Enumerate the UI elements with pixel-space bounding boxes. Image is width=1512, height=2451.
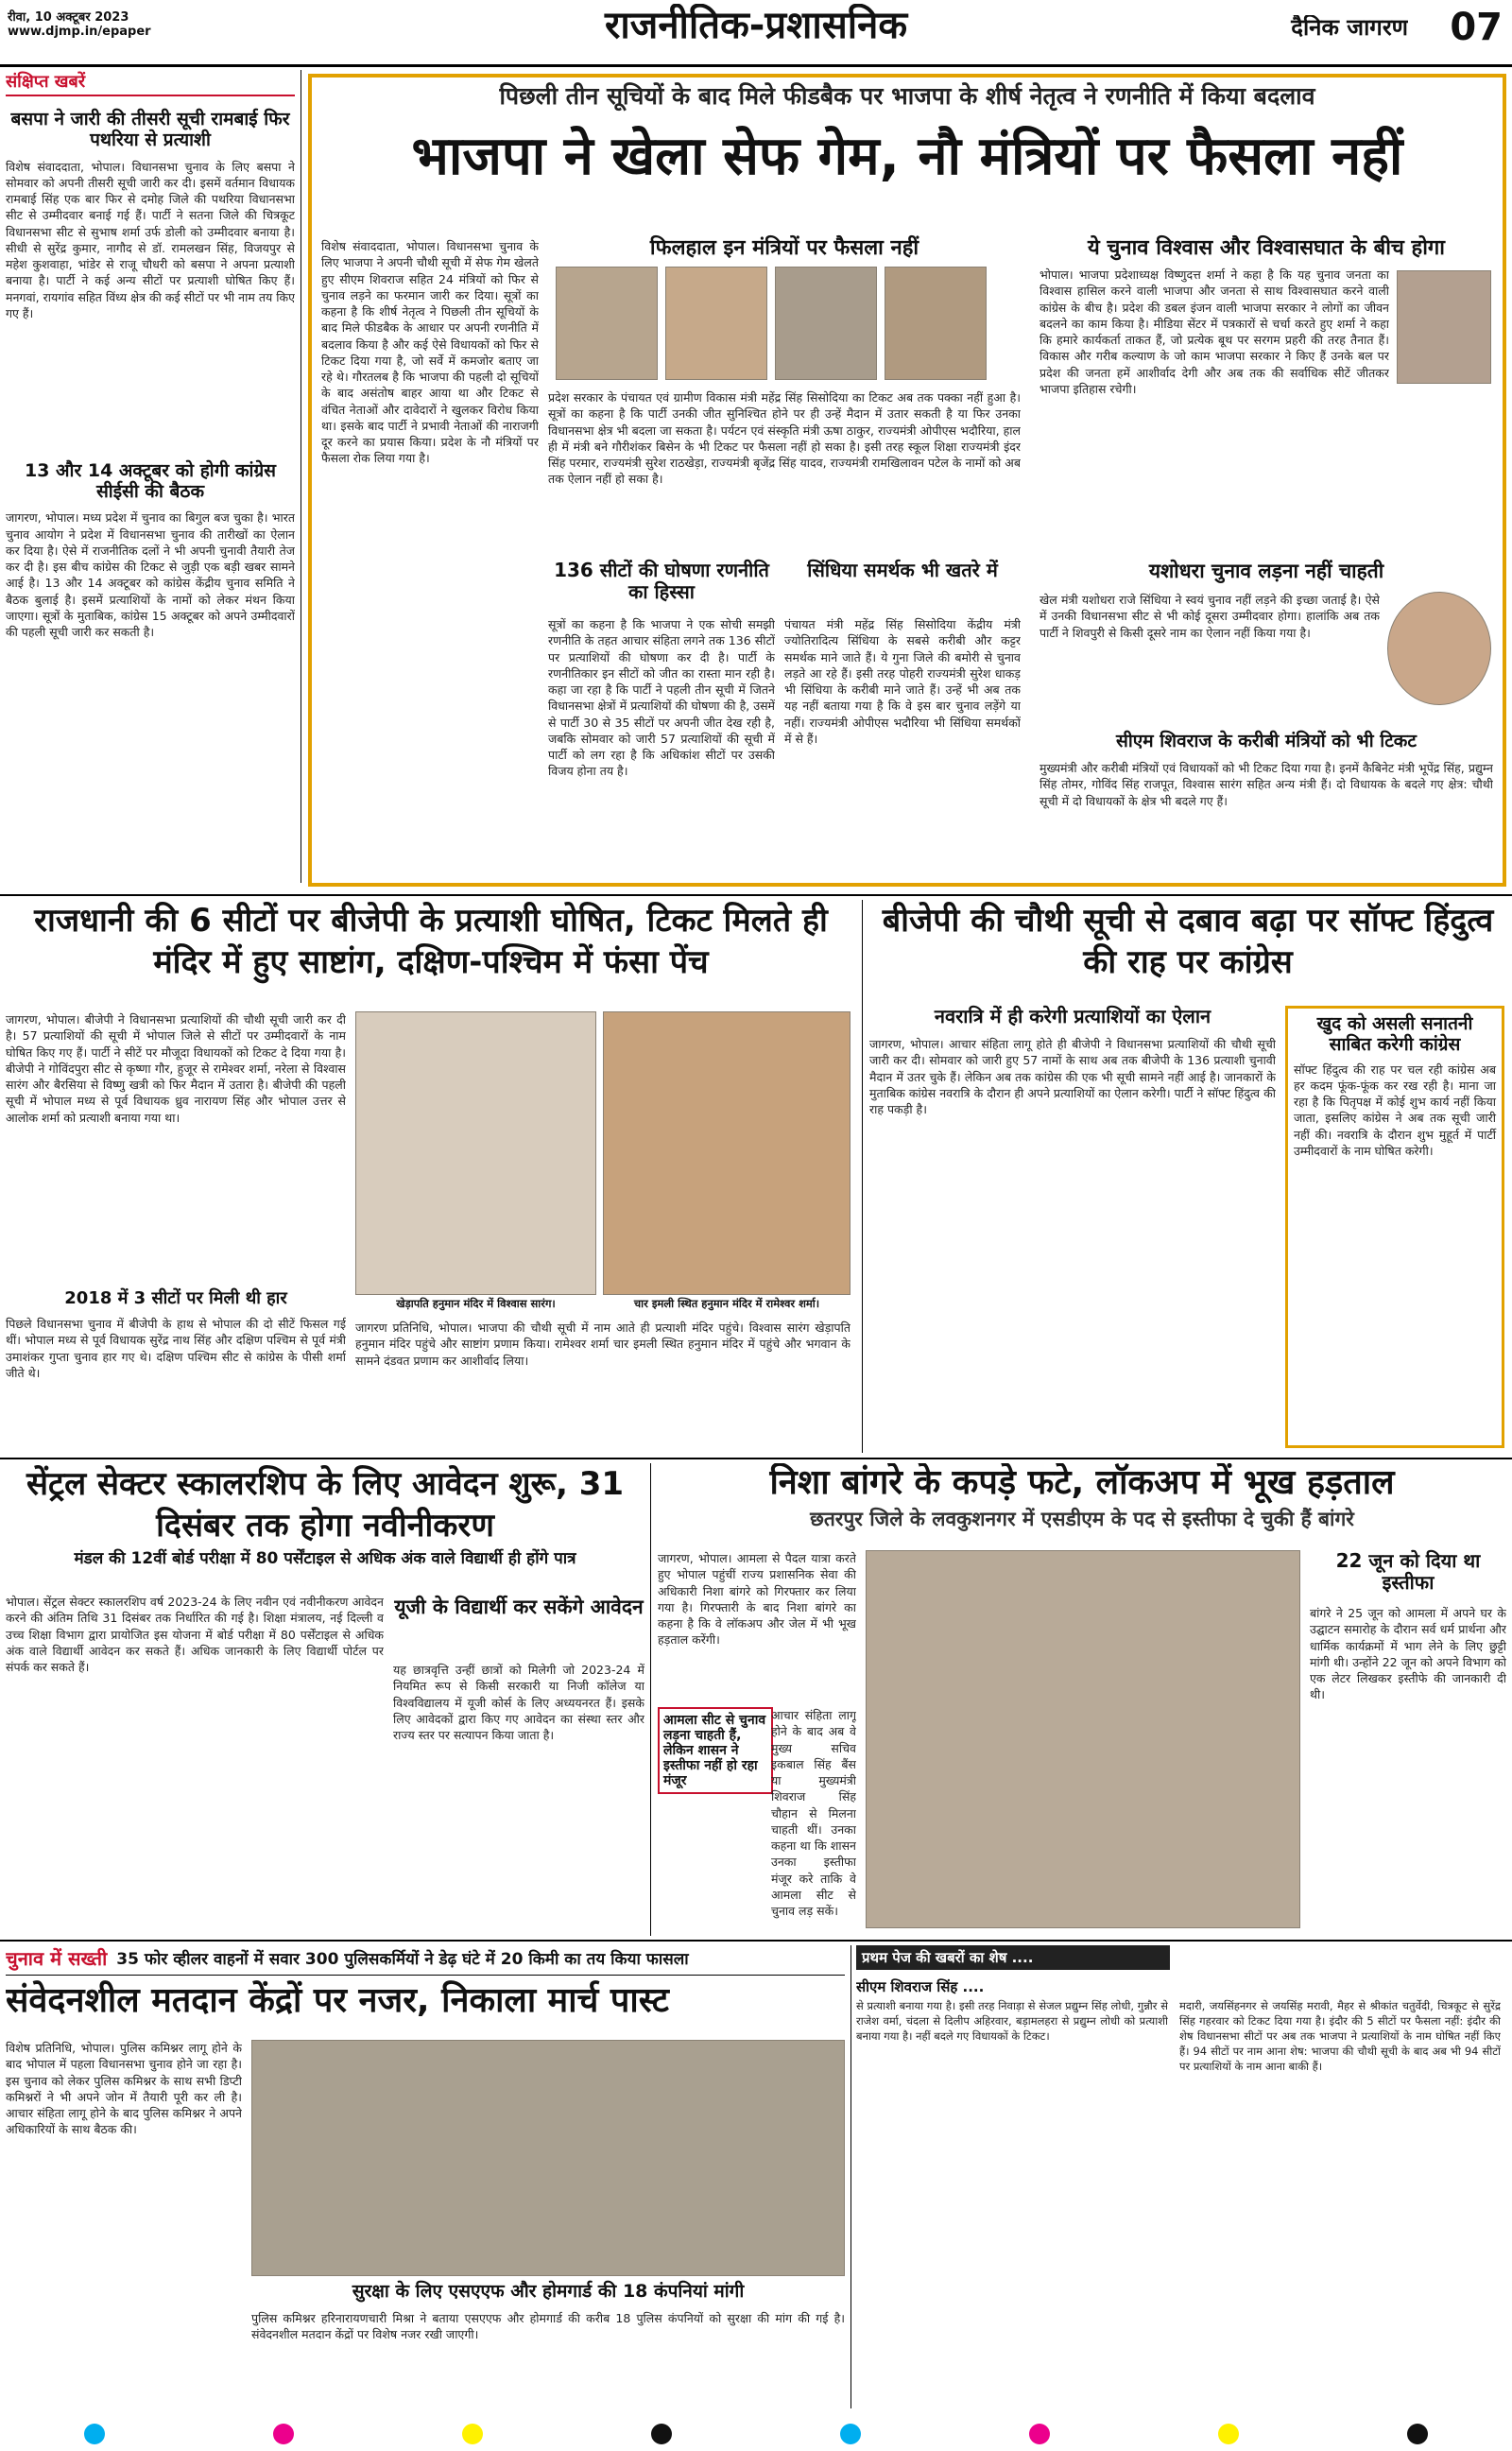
scholarship-sub: मंडल की 12वीं बोर्ड परीक्षा में 80 पर्सेंटाइल से अधिक अंक वाले विद्यार्थी ही होंगे पात्र (74, 1549, 576, 1569)
minister-photo-2 (665, 267, 767, 380)
reg-mark-magenta-2 (1029, 2424, 1050, 2444)
sarang-temple-photo (355, 1011, 596, 1295)
reg-mark-black-2 (1407, 2424, 1428, 2444)
bhopal-seats-sub: 2018 में 3 सीटों पर मिली थी हार (64, 1288, 287, 1308)
march-past-photo (251, 2040, 845, 2276)
temple-story-body: जागरण प्रतिनिधि, भोपाल। भाजपा की चौथी सूची में नाम आते ही प्रत्याशी मंदिर पहुंचे। विश्वास सारंग खेड़ापति हनुमान मंदिर पहुंचे और साष्टांग प्रणाम किया। रामेश्वर शर्मा चार इमली स्थित हनुमान मंदिर में पहुंचे और भगवान के सामने दंडवत प्रणाम कर आशीर्वाद लिया। (355, 1320, 850, 1368)
sarang-caption: खेड़ापति हनुमान मंदिर में विश्वास सारंग। (355, 1297, 596, 1311)
brief-1-headline: बसपा ने जारी की तीसरी सूची रामबाई फिर पथरिया से प्रत्याशी (10, 109, 290, 150)
top-story-kicker: पिछली तीन सूचियों के बाद मिले फीडबैक पर भाजपा के शीर्ष नेतृत्व ने रणनीति में किया बदलाव (499, 82, 1315, 110)
box4-headline: सीएम शिवराज के करीबी मंत्रियों को भी टिकट (1116, 731, 1417, 751)
brief-news-column (6, 70, 295, 883)
nisha-quote: आमला सीट से चुनाव लड़ना चाहती हैं, लेकिन शासन ने इस्तीफा नहीं हो रहा मंजूर (658, 1707, 773, 1794)
march-past-headline: संवेदनशील मतदान केंद्रों पर नजर, निकाला मार्च पास्ट (6, 1981, 669, 2020)
website: www.djmp.in/epaper (8, 25, 151, 39)
top-story-body-1: विशेष संवाददाता, भोपाल। विधानसभा चुनाव के लिए भाजपा ने अपनी चौथी सूची में सेफ गेम खेलते हुए सीएम शिवराज सहित 24 मंत्रियों को फिर से चुनाव लड़ने का फरमान जारी कर दिया। सूत्रों का कहना है कि शीर्ष नेतृत्व ने पिछली तीन सूचियों के बाद मिले फीडबैक के आधार पर अपनी रणनीति में बदलाव किया है और कई ऐसे विधायकों को फिर से टिकट दिया गया है, जो सर्वे में कमजोर बताए जा रहे थे। गौरतलब है कि भाजपा की पहली दो सूचियों के बाद असंतोष बाहर आया था और टिकट से वंचित नेताओं और दावेदारों ने खुलकर विरोध किया था। इसके बाद पार्टी ने प्रभावी नेताओं की नाराजगी दूर करने का प्रयास किया। प्रदेश के नौ मंत्रियों पर फैसला रोक लिया गया है। (321, 239, 539, 466)
reg-mark-cyan (84, 2424, 105, 2444)
yashodhara-photo (1387, 592, 1491, 705)
masthead (0, 0, 1512, 68)
top-story-box (308, 74, 1506, 887)
congress-sub: नवरात्रि में ही करेगी प्रत्याशियों का ऐलान (934, 1005, 1211, 1027)
continued-item-1-head: सीएम शिवराज सिंह .... (856, 1978, 985, 1995)
top-story-headline: भाजपा ने खेला सेफ गेम, नौ मंत्रियों पर फैसला नहीं (411, 126, 1403, 187)
top-story-body-2: प्रदेश सरकार के पंचायत एवं ग्रामीण विकास मंत्री महेंद्र सिंह सिसोदिया का टिकट अब तक पक्का नहीं हुआ है। सूत्रों का कहना है कि पार्टी उनकी जीत सुनिश्चित होने पर ही उन्हें मैदान में उतार सकती है या फिर उनका विधानसभा क्षेत्र भी बदला जा सकता है। पर्यटन एवं संस्कृति मंत्री ऊषा ठाकुर, राज्यमंत्री ओपीएस भदौरिया, हाल ही में मंत्री बने गौरीशंकर बिसेन के भी टिकट पर फैसला नहीं हो सका है। इसी तरह स्कूल शिक्षा राज्यमंत्री इंदर सिंह परमार, राज्यमंत्री सुरेश राठखेड़ा, राज्यमंत्री बृजेंद्र सिंह यादव, राज्यमंत्री रामखिलावन पटेल के नामों को अब तक ऐलान नहीं हो सका है। (548, 390, 1021, 487)
continued-item-2-body: मदारी, जयसिंहनगर से जयसिंह मरावी, मैहर से श्रीकांत चतुर्वेदी, चित्रकूट से सुरेंद्र सिंह गहरवार को टिकट दिया गया है। इंदौर की 5 सीटों पर फैसला नहीं: इंदौर की शेष विधानसभा सीटों पर अब तक भाजपा ने प्रत्याशियों के नाम घोषित नहीं किए हैं। 94 सीटों पर नाम आना शेष: भाजपा की चौथी सूची के बाद अब भी 94 सीटों पर प्रत्याशियों के नाम आना बाकी हैं। (1179, 1999, 1501, 2073)
box1-headline: 136 सीटों की घोषणा रणनीति का हिस्सा (554, 559, 769, 603)
col-divider-3 (650, 1463, 651, 1936)
box4-body: मुख्यमंत्री और करीबी मंत्रियों एवं विधायकों को भी टिकट दिया गया है। इनमें कैबिनेट मंत्री भूपेंद्र सिंह, प्रद्युम्न सिंह तोमर, गोविंद सिंह राजपूत, विश्वास सारंग सहित अन्य मंत्री हैं। दो विधायक के बदले गए क्षेत्र: चौथी सूची में दो विधायकों के क्षेत्र भी बदले गए हैं। (1040, 761, 1493, 808)
sharma-temple-photo (603, 1011, 850, 1295)
section-rule-2 (0, 1458, 1512, 1459)
continued-header: प्रथम पेज की खबरों का शेष .... (856, 1945, 1170, 1970)
nisha-body-2: आचार संहिता लागू होने के बाद अब वे मुख्य सचिव इकबाल सिंह बैंस या मुख्यमंत्री शिवराज सिंह चौहान से मिलना चाहती थीं। उनका कहना था कि शासन उनका इस्तीफा मंजूर करे ताकि वे आमला सीट से चुनाव लड़ सकें। (771, 1708, 856, 1918)
section-title: राजनीतिक-प्रशासनिक (604, 4, 908, 47)
bhopal-seats-story (6, 900, 856, 1453)
minister-photo-1 (556, 267, 658, 380)
col-divider-4 (850, 1945, 851, 2408)
march-past-body: विशेष प्रतिनिधि, भोपाल। पुलिस कमिश्नर लागू होने के बाद भोपाल में पहला विधानसभा चुनाव होने जा रहा है। इस चुनाव को लेकर पुलिस कमिश्नर के साथ सभी डिप्टी कमिश्नरों ने भी अपने जोन में तैयारी पूरी कर ली है। आचार संहिता लागू होने के बाद पुलिस कमिश्नर ने अपने अधिकारियों के साथ बैठक की। (6, 2041, 242, 2137)
march-past-story (6, 1945, 845, 2408)
ug-headline: यूजी के विद्यार्थी कर सकेंगे आवेदन (394, 1596, 644, 1618)
opinion-body: भोपाल। भाजपा प्रदेशाध्यक्ष विष्णुदत्त शर्मा ने कहा है कि यह चुनाव जनता का विश्वास हासिल करने वाली भाजपा और जनता से साथ विश्वासघात करने वाली कांग्रेस के बीच है। प्रदेश की डबल इंजन वाली भाजपा सरकार ने लोगों का जीवन बदलने का काम किया है। मीडिया सेंटर में पत्रकारों से चर्चा करते हुए शर्मा ने कहा कि हमारे कार्यकर्ता ताकत हैं, जो प्रत्येक बूथ पर सरगम प्रहरी की तरह तैनात हैं। विकास और गरीब कल्याण के जो काम भाजपा सरकार ने किए हैं उनके बल पर प्रदेश की जनता हमें आशीर्वाद देगी और अब तक की सर्वाधिक सीटें जीतकर भाजपा इतिहास रचेगी। (1040, 268, 1389, 396)
reg-mark-magenta (273, 2424, 294, 2444)
nisha-arrest-photo (866, 1550, 1300, 1928)
scholarship-body: भोपाल। सेंट्रल सेक्टर स्कालरशिप वर्ष 2023-24 के लिए नवीन एवं नवीनीकरण आवेदन करने की अंतिम तिथि 31 दिसंबर तक निर्धारित की गई है। शिक्षा मंत्रालय, नई दिल्ली व उच्च शिक्षा विभाग द्वारा प्रायोजित इस योजना में बोर्ड परीक्षा में 80 पर्सेंटाइल से अधिक अंक वाले विद्यार्थी आवेदन कर सकते हैं। अधिक जानकारी के लिए विद्यार्थी पोर्टल पर संपर्क कर सकते हैं। (6, 1595, 384, 1674)
brief-news-header: संक्षिप्त खबरें (6, 70, 295, 96)
color-registration-strip (0, 2420, 1512, 2448)
box2-body: पंचायत मंत्री महेंद्र सिंह सिसोदिया केंद्रीय मंत्री ज्योतिरादित्य सिंधिया के सबसे करीबी और कट्टर समर्थक माने जाते हैं। ये गुना जिले की बमोरी से चुनाव लड़ते आ रहे हैं। इसी तरह पोहरी राज्यमंत्री सुरेश धाकड़ भी सिंधिया के करीबी माने जाते हैं। उन्हें भी अब तक यह नहीं बताया गया है कि वे इस बार चुनाव लड़ेंगे या नहीं। राज्यमंत्री ओपीएस भदौरिया भी सिंधिया समर्थकों में से हैं। (784, 617, 1021, 746)
election-kicker (6, 1945, 845, 1976)
brief-2-headline: 13 और 14 अक्टूबर को होगी कांग्रेस सीईसी की बैठक (24, 459, 277, 502)
opinion-headline: ये चुनाव विश्वास और विश्वासघात के बीच होगा (1088, 236, 1445, 260)
section-rule-3 (0, 1940, 1512, 1942)
kicker-text: 35 फोर व्हीलर वाहनों में सवार 300 पुलिसकर्मियों ने डेढ़ घंटे में 20 किमी का तय किया फासला (116, 1950, 689, 1969)
minister-photo-4 (885, 267, 987, 380)
resign-body: बांगरे ने 25 जून को आमला में अपने घर के उद्घाटन समारोह के दौरान सर्व धर्म प्रार्थना और धार्मिक कार्यक्रमों में भाग लेने के लिए छुट्टी मांगी थी। उन्होंने 22 जून को अपने विभाग को एक लेटर लिखकर इस्तीफे की जानकारी दी थी। (1310, 1606, 1506, 1702)
reg-mark-cyan-2 (840, 2424, 861, 2444)
resign-headline: 22 जून को दिया था इस्तीफा (1335, 1549, 1481, 1594)
nisha-body: जागरण, भोपाल। आमला से पैदल यात्रा करते हुए भोपाल पहुंचीं राज्य प्रशासनिक सेवा की अधिकारी निशा बांगरे को गिरफ्तार कर लिया गया है। गिरफ्तारी के बाद निशा बांगरे का कहना है कि वे लॉकअप और जेल में भी भूख हड़ताल करेंगी। (658, 1551, 856, 1648)
box1-body: सूत्रों का कहना है कि भाजपा ने एक सोची समझी रणनीति के तहत आचार संहिता लगने तक 136 सीटों पर प्रत्याशियों की घोषणा कर दी है। पार्टी के रणनीतिकार इन सीटों को जीत का रास्ता मान रही है। कहा जा रहा है कि पार्टी ने पहली तीन सूची में जितने विधानसभा क्षेत्रों में प्रत्याशियों की घोषणा की है, उसमें से पार्टी 30 से 35 सीटों पर अपनी जीत देख रही है, जबकि सोमवार को जारी 57 प्रत्याशियों की सूची में पार्टी को लग रहा है कि अधिकांश सीटों पर उसकी विजय होना तय है। (548, 617, 775, 779)
box3-body: खेल मंत्री यशोधरा राजे सिंधिया ने स्वयं चुनाव नहीं लड़ने की इच्छा जताई है। ऐसे में उनकी विधानसभा सीट से भी कोई दूसरा उम्मीदवार होगा। हालांकि अब तक पार्टी ने शिवपुरी से किसी दूसरे नाम का ऐलान नहीं किया गया है। (1040, 593, 1380, 640)
march-past-photo-sub: सुरक्षा के लिए एसएएफ और होमगार्ड की 18 कंपनियां मांगी (352, 2281, 745, 2302)
continued-item-1-body: से प्रत्याशी बनाया गया है। इसी तरह निवाड़ा से सेजल प्रद्युम्न सिंह लोधी, गुन्नौर से राजेश वर्मा, चंदला से दिलीप अहिरवार, बड़ामलहरा से प्रद्युम्न लोधी को प्रत्याशी बनाया गया है। नहीं बदले गए विधायकों के टिकट। (856, 1999, 1168, 2043)
bhopal-seats-body-2: पिछले विधानसभा चुनाव में बीजेपी के हाथ से भोपाल की दो सीटें फिसल गई थीं। भोपाल मध्य से पूर्व विधायक सुरेंद्र नाथ सिंह और दक्षिण पश्चिम से पूर्व मंत्री उमाशंकर गुप्ता चुनाव हार गए थे। दक्षिण पश्चिम सीट से कांग्रेस के पीसी शर्मा जीते थे। (6, 1317, 346, 1380)
minister-photo-3 (775, 267, 877, 380)
nisha-sub: छतरपुर जिले के लवकुशनगर में एसडीएम के पद से इस्तीफा दे चुकी हैं बांगरे (810, 1508, 1354, 1531)
congress-headline: बीजेपी की चौथी सूची से दबाव बढ़ा पर सॉफ्ट हिंदुत्व की राह पर कांग्रेस (882, 902, 1494, 982)
section-rule-1 (0, 894, 1512, 896)
congress-story (869, 900, 1506, 1453)
continued-stories (856, 1945, 1506, 2408)
ministers-photo-title: फिलहाल इन मंत्रियों पर फैसला नहीं (649, 236, 919, 260)
box3-headline: यशोधरा चुनाव लड़ना नहीं चाहती (1148, 560, 1384, 582)
reg-mark-black (651, 2424, 672, 2444)
sanatani-headline: खुद को असली सनातनी साबित करेगी कांग्रेस (1316, 1013, 1473, 1055)
scholarship-story (6, 1463, 644, 1936)
sharma-caption: चार इमली स्थित हनुमान मंदिर में रामेश्वर शर्मा। (603, 1297, 850, 1311)
brief-2-body: जागरण, भोपाल। मध्य प्रदेश में चुनाव का बिगुल बज चुका है। भारत चुनाव आयोग ने प्रदेश में विधानसभा चुनाव की तारीखों का ऐलान कर दिया है। ऐसे में राजनीतिक दलों ने भी अपनी चुनावी तैयारी तेज कर दी है। इस बीच कांग्रेस की टिकट से जुड़ी एक बड़ी खबर सामने आई है। 13 और 14 अक्टूबर को कांग्रेस केंद्रीय चुनाव समिति ने बैठक बुलाई है। इसमें प्रत्याशियों के नामों को लेकर मंथन किया जाएगा। सूत्रों के मुताबिक, कांग्रेस 15 अक्टूबर को अपने उम्मीदवारों की पहली सूची जारी कर सकती है। (6, 510, 295, 640)
page-number: 07 (1450, 6, 1503, 49)
reg-mark-yellow-2 (1218, 2424, 1239, 2444)
nisha-headline: निशा बांगरे के कपड़े फटे, लॉकअप में भूख हड़ताल (769, 1463, 1395, 1502)
masthead-rule (0, 64, 1512, 67)
bhopal-seats-body: जागरण, भोपाल। बीजेपी ने विधानसभा प्रत्याशियों की चौथी सूची जारी कर दी है। 57 प्रत्याशियों की सूची में भोपाल जिले से सीटों पर उम्मीदवारों के नाम घोषित किए गए हैं। पार्टी ने सीटें पर मौजूदा विधायकों को टिकट दे दिया गया है। बीजेपी ने गोविंदपुरा सीट से कृष्णा गौर, हुजूर से रामेश्वर शर्मा, नरेला से विश्वास सारंग और बैरसिया से विष्णु खत्री को फिर मैदान में उतारा है। बीजेपी की पहली सूची में भोपाल मध्य से पूर्व विधायक ध्रुव नारायण सिंह और भोपाल उत्तर से आलोक शर्मा को प्रत्याशी बनाया गया था। (6, 1012, 346, 1125)
reg-mark-yellow (462, 2424, 483, 2444)
vd-sharma-photo (1397, 270, 1491, 384)
scholarship-headline: सेंट्रल सेक्टर स्कालरशिप के लिए आवेदन शुरू, 31 दिसंबर तक होगा नवीनीकरण (26, 1465, 625, 1545)
box2-headline: सिंधिया समर्थक भी खतरे में (807, 559, 998, 581)
congress-body: जागरण, भोपाल। आचार संहिता लागू होते ही बीजेपी ने विधानसभा प्रत्याशियों की चौथी सूची जारी कर दी। सोमवार को जारी हुए 57 नामों के साथ अब तक बीजेपी के 136 प्रत्याशी चुनावी मैदान में उतर चुके हैं। लेकिन अब तक कांग्रेस की एक भी सूची सामने नहीं आई है। जानकारों के मुताबिक कांग्रेस नवरात्रि के दौरान ही अपने प्रत्याशियों का ऐलान करेगी। पार्टी ने सॉफ्ट हिंदुत्व की राह पकड़ी है। (869, 1037, 1276, 1116)
date-line: रीवा, 10 अक्टूबर 2023 (8, 10, 129, 25)
col-divider-2 (862, 900, 863, 1453)
ug-body: यह छात्रवृत्ति उन्हीं छात्रों को मिलेगी जो 2023-24 में नियमित रूप से किसी सरकारी या निजी कॉलेज या विश्वविद्यालय में यूजी कोर्स के लिए अध्ययनरत हैं। इसके लिए आवेदकों द्वारा किए गए आवेदन का संस्था स्तर और राज्य स्तर पर सत्यापन किया जाता है। (393, 1663, 644, 1742)
sanatani-box (1285, 1006, 1504, 1448)
sanatani-body: सॉफ्ट हिंदुत्व की राह पर चल रही कांग्रेस अब हर कदम फूंक-फूंक कर रख रही है। माना जा रहा है कि पितृपक्ष में कोई शुभ कार्य नहीं किया जाता, इसलिए कांग्रेस ने अब तक सूची जारी नहीं की। नवरात्रि के दौरान शुभ मुहूर्त में पार्टी उम्मीदवारों के नाम घोषित करेगी। (1294, 1062, 1496, 1158)
nisha-story (658, 1463, 1506, 1936)
march-past-photo-body: पुलिस कमिश्नर हरिनारायणचारी मिश्रा ने बताया एसएएफ और होमगार्ड की करीब 18 पुलिस कंपनियों को सुरक्षा की मांग की गई है। संवेदनशील मतदान केंद्रों पर विशेष नजर रखी जाएगी। (251, 2311, 845, 2342)
paper-name: दैनिक जागरण (1291, 15, 1408, 41)
kicker-label: चुनाव में सख्ती (6, 1947, 108, 1970)
bhopal-seats-headline: राजधानी की 6 सीटों पर बीजेपी के प्रत्याशी घोषित, टिकट मिलते ही मंदिर में हुए साष्टांग, दक्षिण-पश्चिम में फंसा पेंच (34, 902, 828, 982)
brief-1-body: विशेष संवाददाता, भोपाल। विधानसभा चुनाव के लिए बसपा ने सोमवार को अपनी तीसरी सूची जारी कर दी। इसमें वर्तमान विधायक रामबाई सिंह एक बार फिर से दमोह जिले की पथरिया विधानसभा सीट से उम्मीदवार बनाई गई हैं। पार्टी ने सतना जिले की चित्रकूट विधानसभा सीट से सुभाष शर्मा उर्फ डोली को उम्मीदवार बनाया है। सीधी से सुरेंद्र कुमार, नागौद से डॉ. रामलखन सिंह, विजयपुर से महेश कुशवाहा, भांडेर से राजू चौधरी को बसपा ने अपना प्रत्याशी बनाया है। पार्टी ने कई अन्य सीटों पर प्रत्याशी घोषित किए हैं। मनगवां, रायगांव सहित विंध्य क्षेत्र की कई सीटों पर भी नाम तय किए गए हैं। (6, 159, 295, 320)
